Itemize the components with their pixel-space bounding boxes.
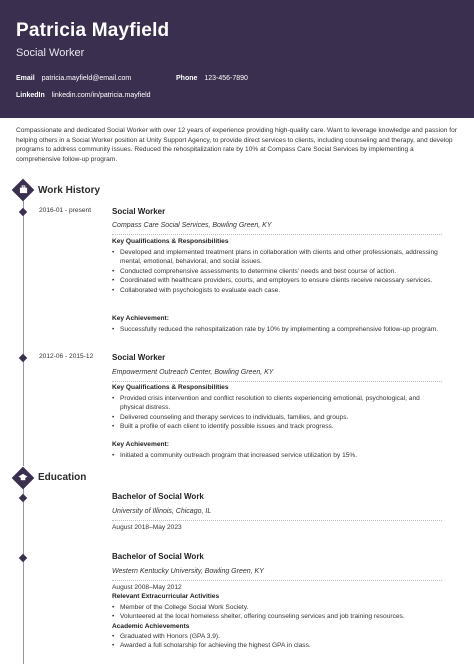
- job-2-dates: 2012-06 - 2015-12: [39, 353, 94, 360]
- list-item: • Successfully reduced the rehospitalization rate by 10% by implementing a comprehensive follow-up program.: [112, 325, 442, 334]
- job-1-divider: [112, 234, 442, 235]
- education-2-activities: [112, 603, 442, 622]
- education-2-divider: [112, 580, 442, 581]
- list-item: • Delivered counseling and therapy services to individuals, families, and groups.: [112, 413, 442, 422]
- job-1-dates: 2016-01 - present: [39, 207, 92, 214]
- education-2-achievements: [112, 632, 442, 651]
- phone-value: 123-456-7890: [204, 75, 248, 82]
- profile-summary: Compassionate and dedicated Social Worker with over 12 years of experience providing high-quality care. Want to leverage knowledge and passion for helping others in a Social Worker position at Unity Support Agency, to provide direct services to clients, including counseling and therapy, and develop programs to address community issues. Reduced the rehospitalization rate by 10% at Compass Care Social Services by implementing a comprehensive follow-up program.: [16, 127, 457, 163]
- education-2-achievements-heading: Academic Achievements: [112, 623, 190, 630]
- list-item: • Graduated with Honors (GPA 3.9).: [112, 632, 442, 641]
- job-1-employer: Compass Care Social Services, Bowling Green, KY: [112, 222, 272, 229]
- list-item: • Provided crisis intervention and conflict resolution to clients experiencing emotional, psychological, and physical distress.: [112, 394, 442, 413]
- job-1-marker: [19, 208, 27, 216]
- list-item: • Awarded a full scholarship for achieving the highest GPA in class.: [112, 641, 442, 650]
- education-1-divider: [112, 520, 442, 521]
- job-1-achievement-heading: Key Achievement:: [112, 315, 169, 322]
- phone-label: Phone: [176, 75, 198, 82]
- job-2-achievements: [112, 451, 442, 460]
- education-2-degree: Bachelor of Social Work: [112, 552, 204, 561]
- work-section-title: Work History: [38, 185, 101, 196]
- education-1-school: University of Illinois, Chicago, IL: [112, 508, 212, 515]
- graduation-cap-icon: [15, 470, 31, 486]
- job-2-marker: [19, 354, 27, 362]
- job-1-achievements: [112, 325, 442, 334]
- email-label: Email: [16, 75, 35, 82]
- education-2-activities-heading: Relevant Extracurricular Activities: [112, 593, 220, 600]
- job-1-responsibilities: [112, 248, 442, 295]
- phone-row: [176, 75, 248, 82]
- list-item: • Developed and implemented treatment plans in collaboration with clients and other professionals, addressing mental, emotional, behavioral, and social issues.: [112, 248, 442, 267]
- job-1-title: Social Worker: [112, 207, 166, 216]
- job-2-divider: [112, 381, 442, 382]
- candidate-name: Patricia Mayfield: [16, 20, 170, 41]
- list-item: • Volunteered at the local homeless shelter, offering counseling services and job training resources.: [112, 612, 442, 621]
- list-item: • Initiated a community outreach program that increased service utilization by 15%.: [112, 451, 442, 460]
- education-section-title: Education: [38, 472, 87, 483]
- list-item: • Coordinated with healthcare providers, courts, and employers to ensure clients receive necessary services.: [112, 276, 442, 285]
- list-item: • Built a profile of each client to identify possible issues and track progress.: [112, 422, 442, 431]
- list-item: • Collaborated with psychologists to evaluate each case.: [112, 286, 442, 295]
- email-row: [16, 75, 131, 82]
- resume-header: [0, 0, 474, 118]
- linkedin-row: [16, 92, 151, 99]
- job-2-title: Social Worker: [112, 353, 166, 362]
- work-timeline-line: [23, 196, 24, 466]
- education-2-dates: August 2008–May 2012: [112, 584, 182, 591]
- job-2-employer: Empowerment Outreach Center, Bowling Green, KY: [112, 369, 274, 376]
- candidate-title: Social Worker: [16, 47, 85, 59]
- list-item: • Conducted comprehensive assessments to determine clients' needs and best course of action.: [112, 267, 442, 276]
- education-timeline-line: [23, 484, 24, 664]
- job-1-qualifications-heading: Key Qualifications & Responsibilities: [112, 238, 229, 245]
- education-1-degree: Bachelor of Social Work: [112, 492, 204, 501]
- briefcase-icon: [15, 182, 31, 198]
- education-2-marker: [19, 554, 27, 562]
- linkedin-label: LinkedIn: [16, 92, 45, 99]
- list-item: • Member of the College Social Work Society.: [112, 603, 442, 612]
- education-1-marker: [19, 494, 27, 502]
- job-2-achievement-heading: Key Achievement:: [112, 441, 169, 448]
- job-2-qualifications-heading: Key Qualifications & Responsibilities: [112, 384, 229, 391]
- education-1-dates: August 2018–May 2023: [112, 524, 182, 531]
- email-value[interactable]: patricia.mayfield@email.com: [41, 75, 132, 82]
- linkedin-value[interactable]: linkedin.com/in/patricia.mayfield: [51, 92, 151, 99]
- job-2-responsibilities: [112, 394, 442, 432]
- education-2-school: Western Kentucky University, Bowling Green, KY: [112, 568, 264, 575]
